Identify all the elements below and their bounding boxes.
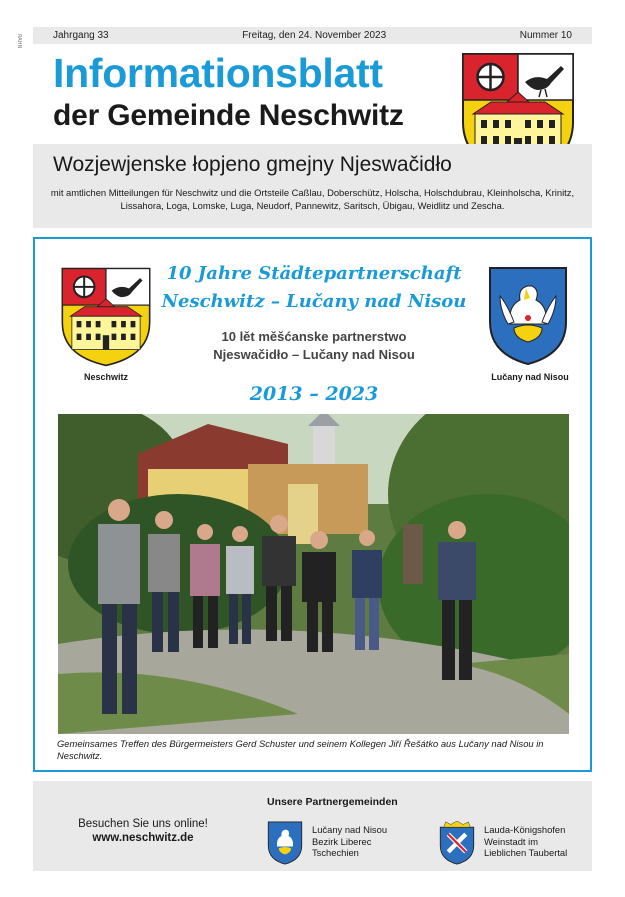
lucany-crest-label: Lučany nad Nisou [491, 372, 569, 382]
group-photo [58, 414, 569, 734]
feature-title-line1: 10 Jahre Städtepartnerschaft [166, 263, 462, 284]
volume-label: Jahrgang 33 [53, 30, 109, 41]
partner2-line1: Lauda-Königshofen [484, 824, 566, 835]
photo-caption: Gemeinsames Treffen des Bürgermeisters Gerd Schuster und seinem Kollegen Jiří Řešátko aus Lučany nad Nisou in Neschwitz. [57, 738, 544, 761]
lauda-crest-icon [439, 821, 475, 865]
print-side-mark: RAHN [16, 34, 22, 49]
partner2-line2: Weinstadt im [484, 835, 539, 847]
ortsteile-list: mit amtlichen Mitteilungen für Neschwitz und die Ortsteile Caßlau, Doberschütz, Holscha, Holschdubrau, Kleinholscha, Krinitz, Lissahora, Loga, Lomske, Luga, Neudorf, Pannewitz, Saritsch, Übigau, Weidlitz und Zescha. [50, 187, 575, 211]
partner1-line1: Lučany nad Nisou [312, 824, 388, 835]
partnership-feature [33, 237, 592, 772]
partner1-line3: Tschechien [312, 847, 359, 858]
issue-info-bar [33, 27, 592, 44]
footer-band [33, 781, 592, 871]
partner-lucany [312, 824, 387, 859]
sorbian-title: Wozjewjenske łopjeno gmejny Njeswačidło [53, 153, 452, 176]
website-link[interactable]: www.neschwitz.de [92, 832, 194, 844]
visit-online-text: Besuchen Sie uns online! [78, 818, 208, 830]
newsletter-title: Informationsblatt [53, 50, 383, 96]
partners-heading: Unsere Partnergemeinden [267, 796, 398, 808]
lucany-crest-icon [488, 266, 568, 366]
issue-date: Freitag, den 24. November 2023 [242, 30, 387, 41]
feature-years: 2013 – 2023 [249, 383, 379, 405]
feature-sorbian-line1: 10 lět měšćanske partnerstwo [221, 329, 407, 344]
partner-lauda [484, 824, 567, 859]
neschwitz-crest-label: Neschwitz [83, 372, 128, 382]
newsletter-subtitle: der Gemeinde Neschwitz [53, 99, 404, 132]
sorbian-title-band [33, 144, 592, 228]
neschwitz-crest-icon [60, 267, 152, 367]
feature-sorbian-line2: Njeswačidło – Lučany nad Nisou [213, 347, 415, 362]
feature-title-line2: Neschwitz – Lučany nad Nisou [161, 291, 467, 312]
issue-number: Nummer 10 [519, 30, 572, 41]
masthead [33, 46, 592, 142]
lucany-small-crest-icon [267, 821, 303, 865]
partner1-line2: Bezirk Liberec [312, 835, 372, 847]
partner2-line3: Lieblichen Taubertal [484, 847, 568, 858]
